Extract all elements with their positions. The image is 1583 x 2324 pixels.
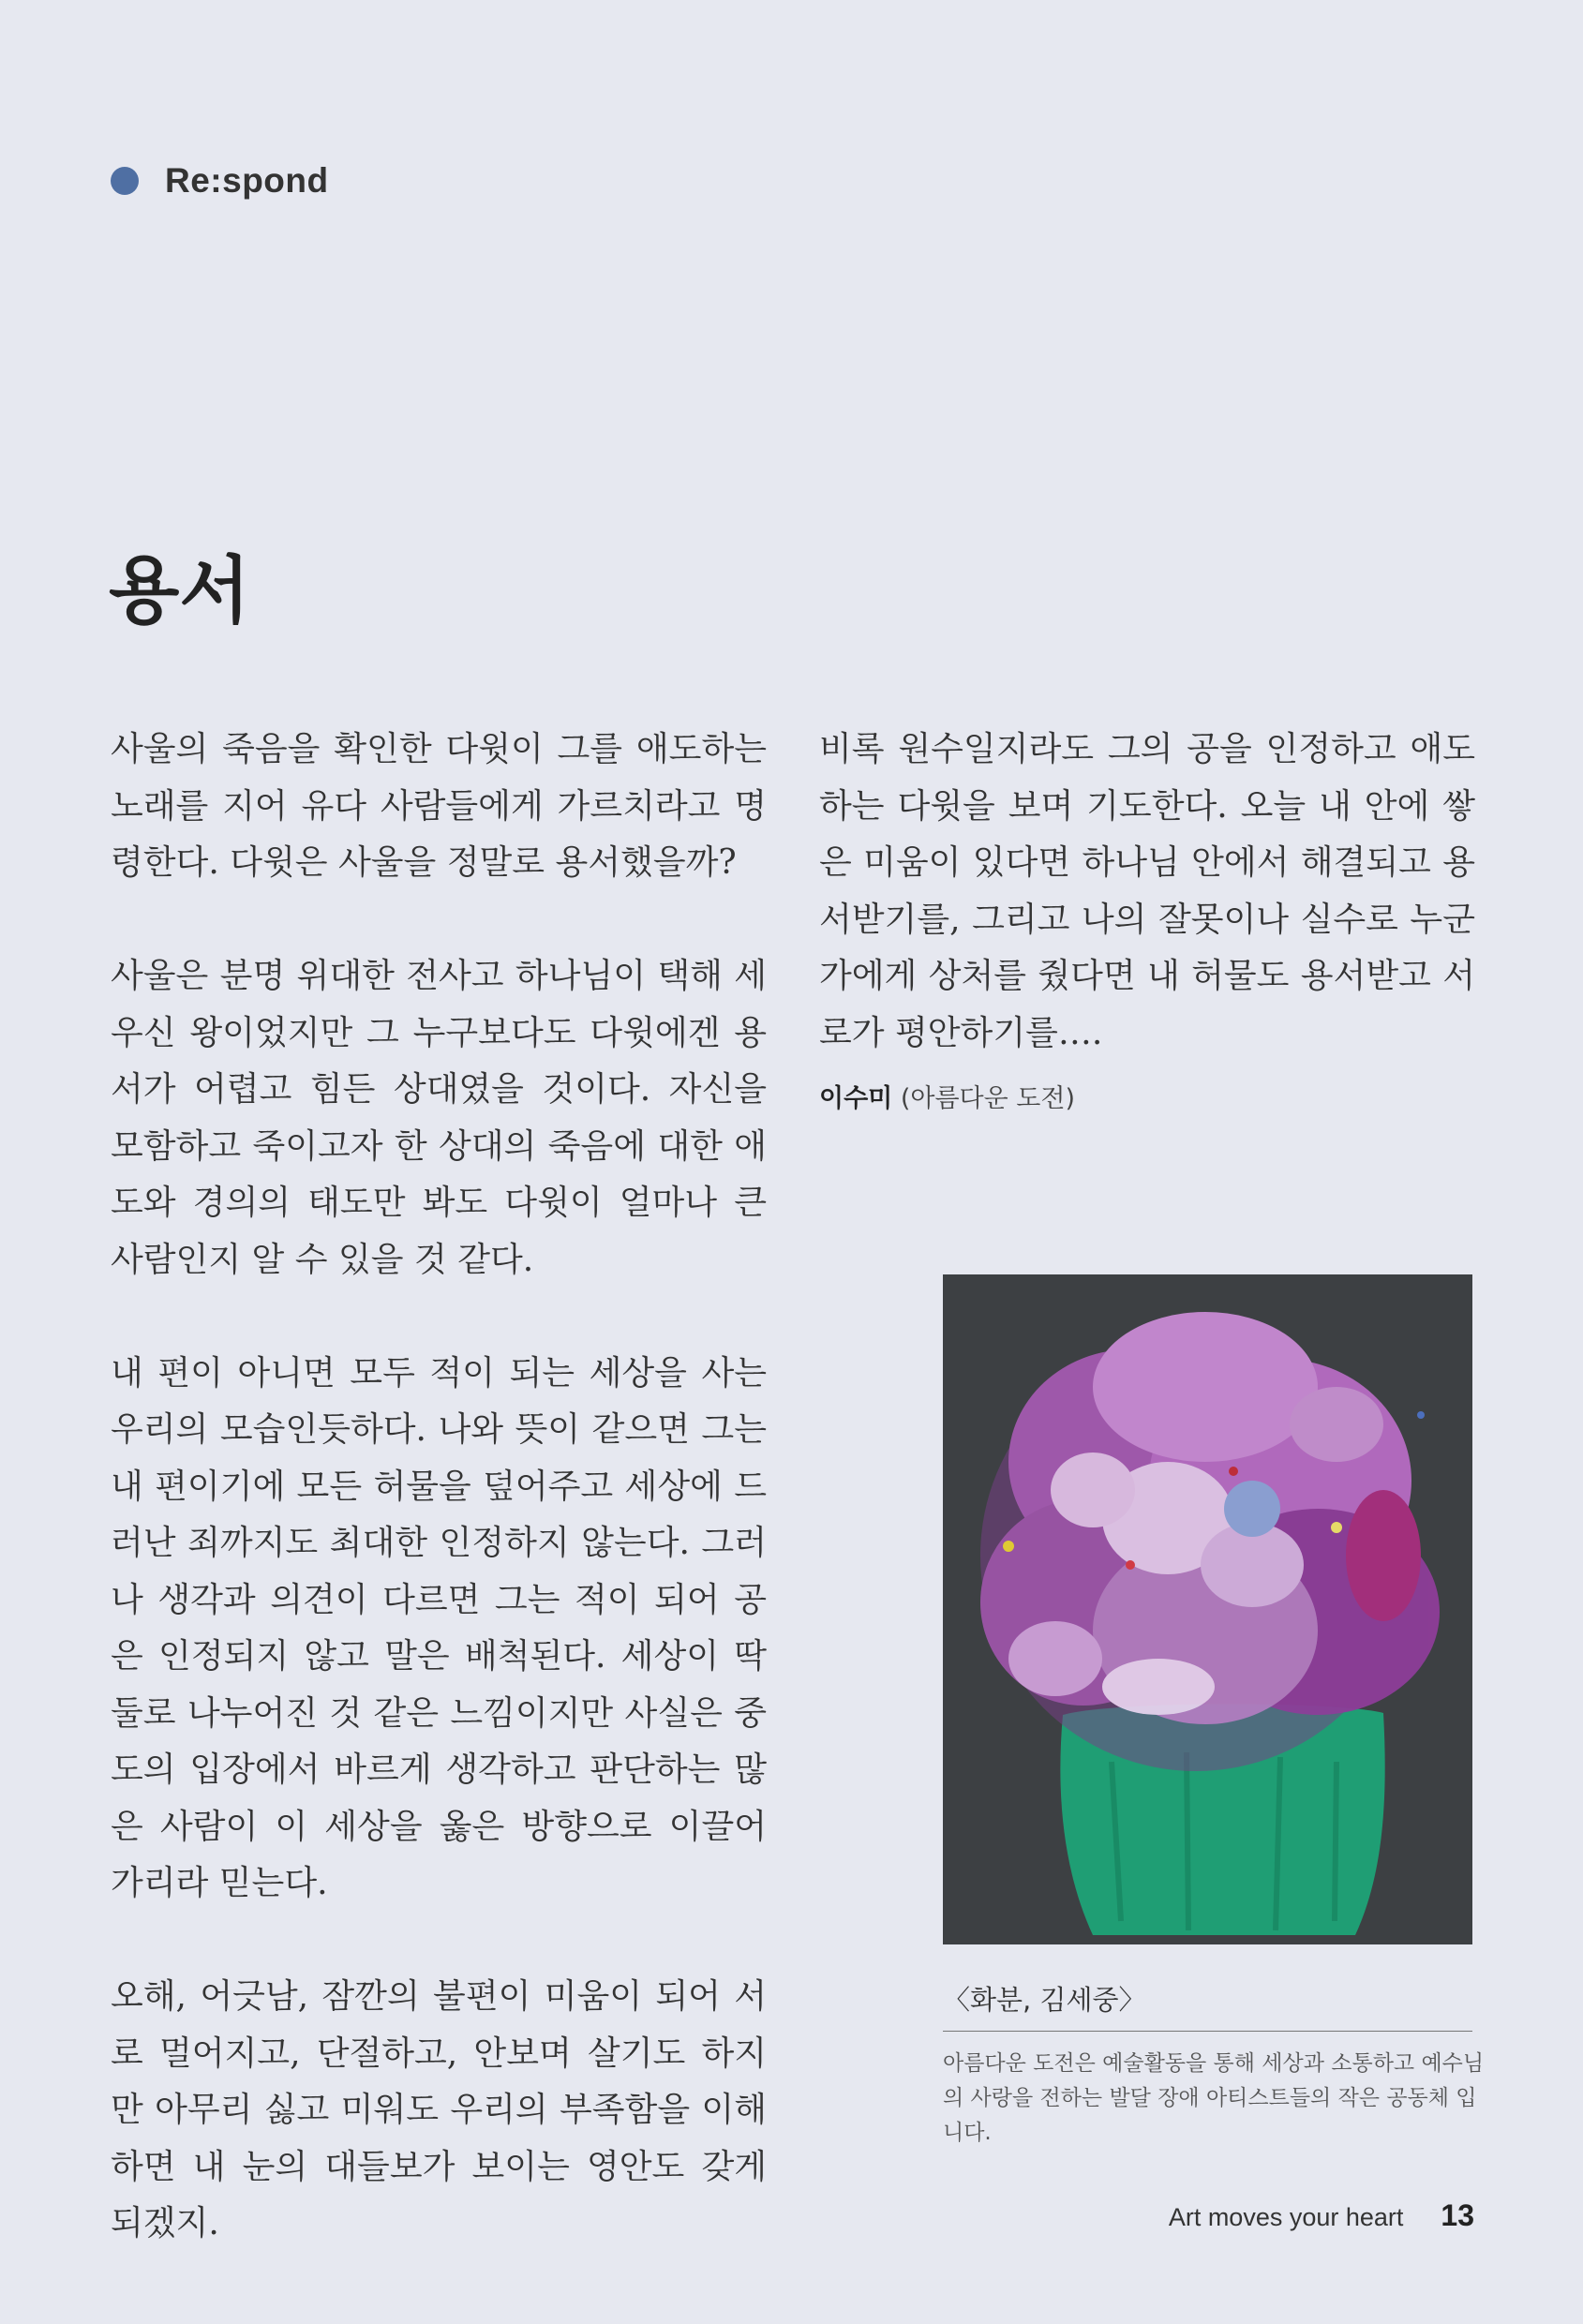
footer-tagline: Art moves your heart (1168, 2203, 1404, 2231)
right-column (819, 722, 1475, 1118)
body-paragraph: 사울은 분명 위대한 전사고 하나님이 택해 세우신 왕이었지만 그 누구보다도 다윗에겐 용서가 어렵고 힘든 상대였을 것이다. 자신을 모함하고 죽이고자 한 상대의 죽음에 대한 애도와 경의의 태도만 봐도 다윗이 얼마나 큰 사람인지 알 수 있을 것 같다. (111, 957, 767, 1279)
flower-pot-painting (943, 1274, 1472, 1944)
section-tag (111, 161, 329, 201)
author-name: 이수미 (819, 1084, 893, 1113)
author-credit (819, 1080, 1475, 1118)
page-number: 13 (1441, 2198, 1474, 2232)
artwork-caption: 〈화분, 김세중〉 (943, 1979, 1472, 2032)
page-footer (1169, 2198, 1474, 2233)
body-paragraph: 오해, 어긋남, 잠깐의 불편이 미움이 되어 서로 멀어지고, 단절하고, 안보며 살기도 하지만 아무리 싫고 미워도 우리의 부족함을 이해하면 내 눈의 대들보가 보이는 영안도 갖게 되겠지. (111, 1977, 767, 2242)
section-label: Re:spond (165, 161, 329, 200)
body-paragraph: 비록 원수일지라도 그의 공을 인정하고 애도하는 다윗을 보며 기도한다. 오늘 내 안에 쌓은 미움이 있다면 하나님 안에서 해결되고 용서받기를, 그리고 나의 잘못이나 실수로 누군가에게 상처를 줬다면 내 허물도 용서받고 서로가 평안하기를…. (819, 730, 1475, 1052)
body-paragraph: 내 편이 아니면 모두 적이 되는 세상을 사는 우리의 모습인듯하다. 나와 뜻이 같으면 그는 내 편이기에 모든 허물을 덮어주고 세상에 드러난 죄까지도 최대한 인정하지 않는다. 그러나 생각과 의견이 다르면 그는 적이 되어 공은 인정되지 않고 말은 배척된다. 세상이 딱 둘로 나누어진 것 같은 느낌이지만 사실은 중도의 입장에서 바르게 생각하고 판단하는 많은 사람이 이 세상을 옳은 방향으로 이끌어 가리라 믿는다. (111, 1353, 767, 1902)
left-column (111, 722, 767, 2309)
body-paragraph: 사울의 죽음을 확인한 다윗이 그를 애도하는 노래를 지어 유다 사람들에게 가르치라고 명령한다. 다윗은 사울을 정말로 용서했을까? (111, 730, 767, 882)
artwork-description: 아름다운 도전은 예술활동을 통해 세상과 소통하고 예수님의 사랑을 전하는 발달 장애 아티스트들의 작은 공동체 입니다. (943, 2051, 1485, 2145)
section-dot-icon (111, 167, 139, 195)
author-affiliation: (아름다운 도전) (900, 1084, 1075, 1113)
article-title: 용서 (109, 548, 250, 633)
